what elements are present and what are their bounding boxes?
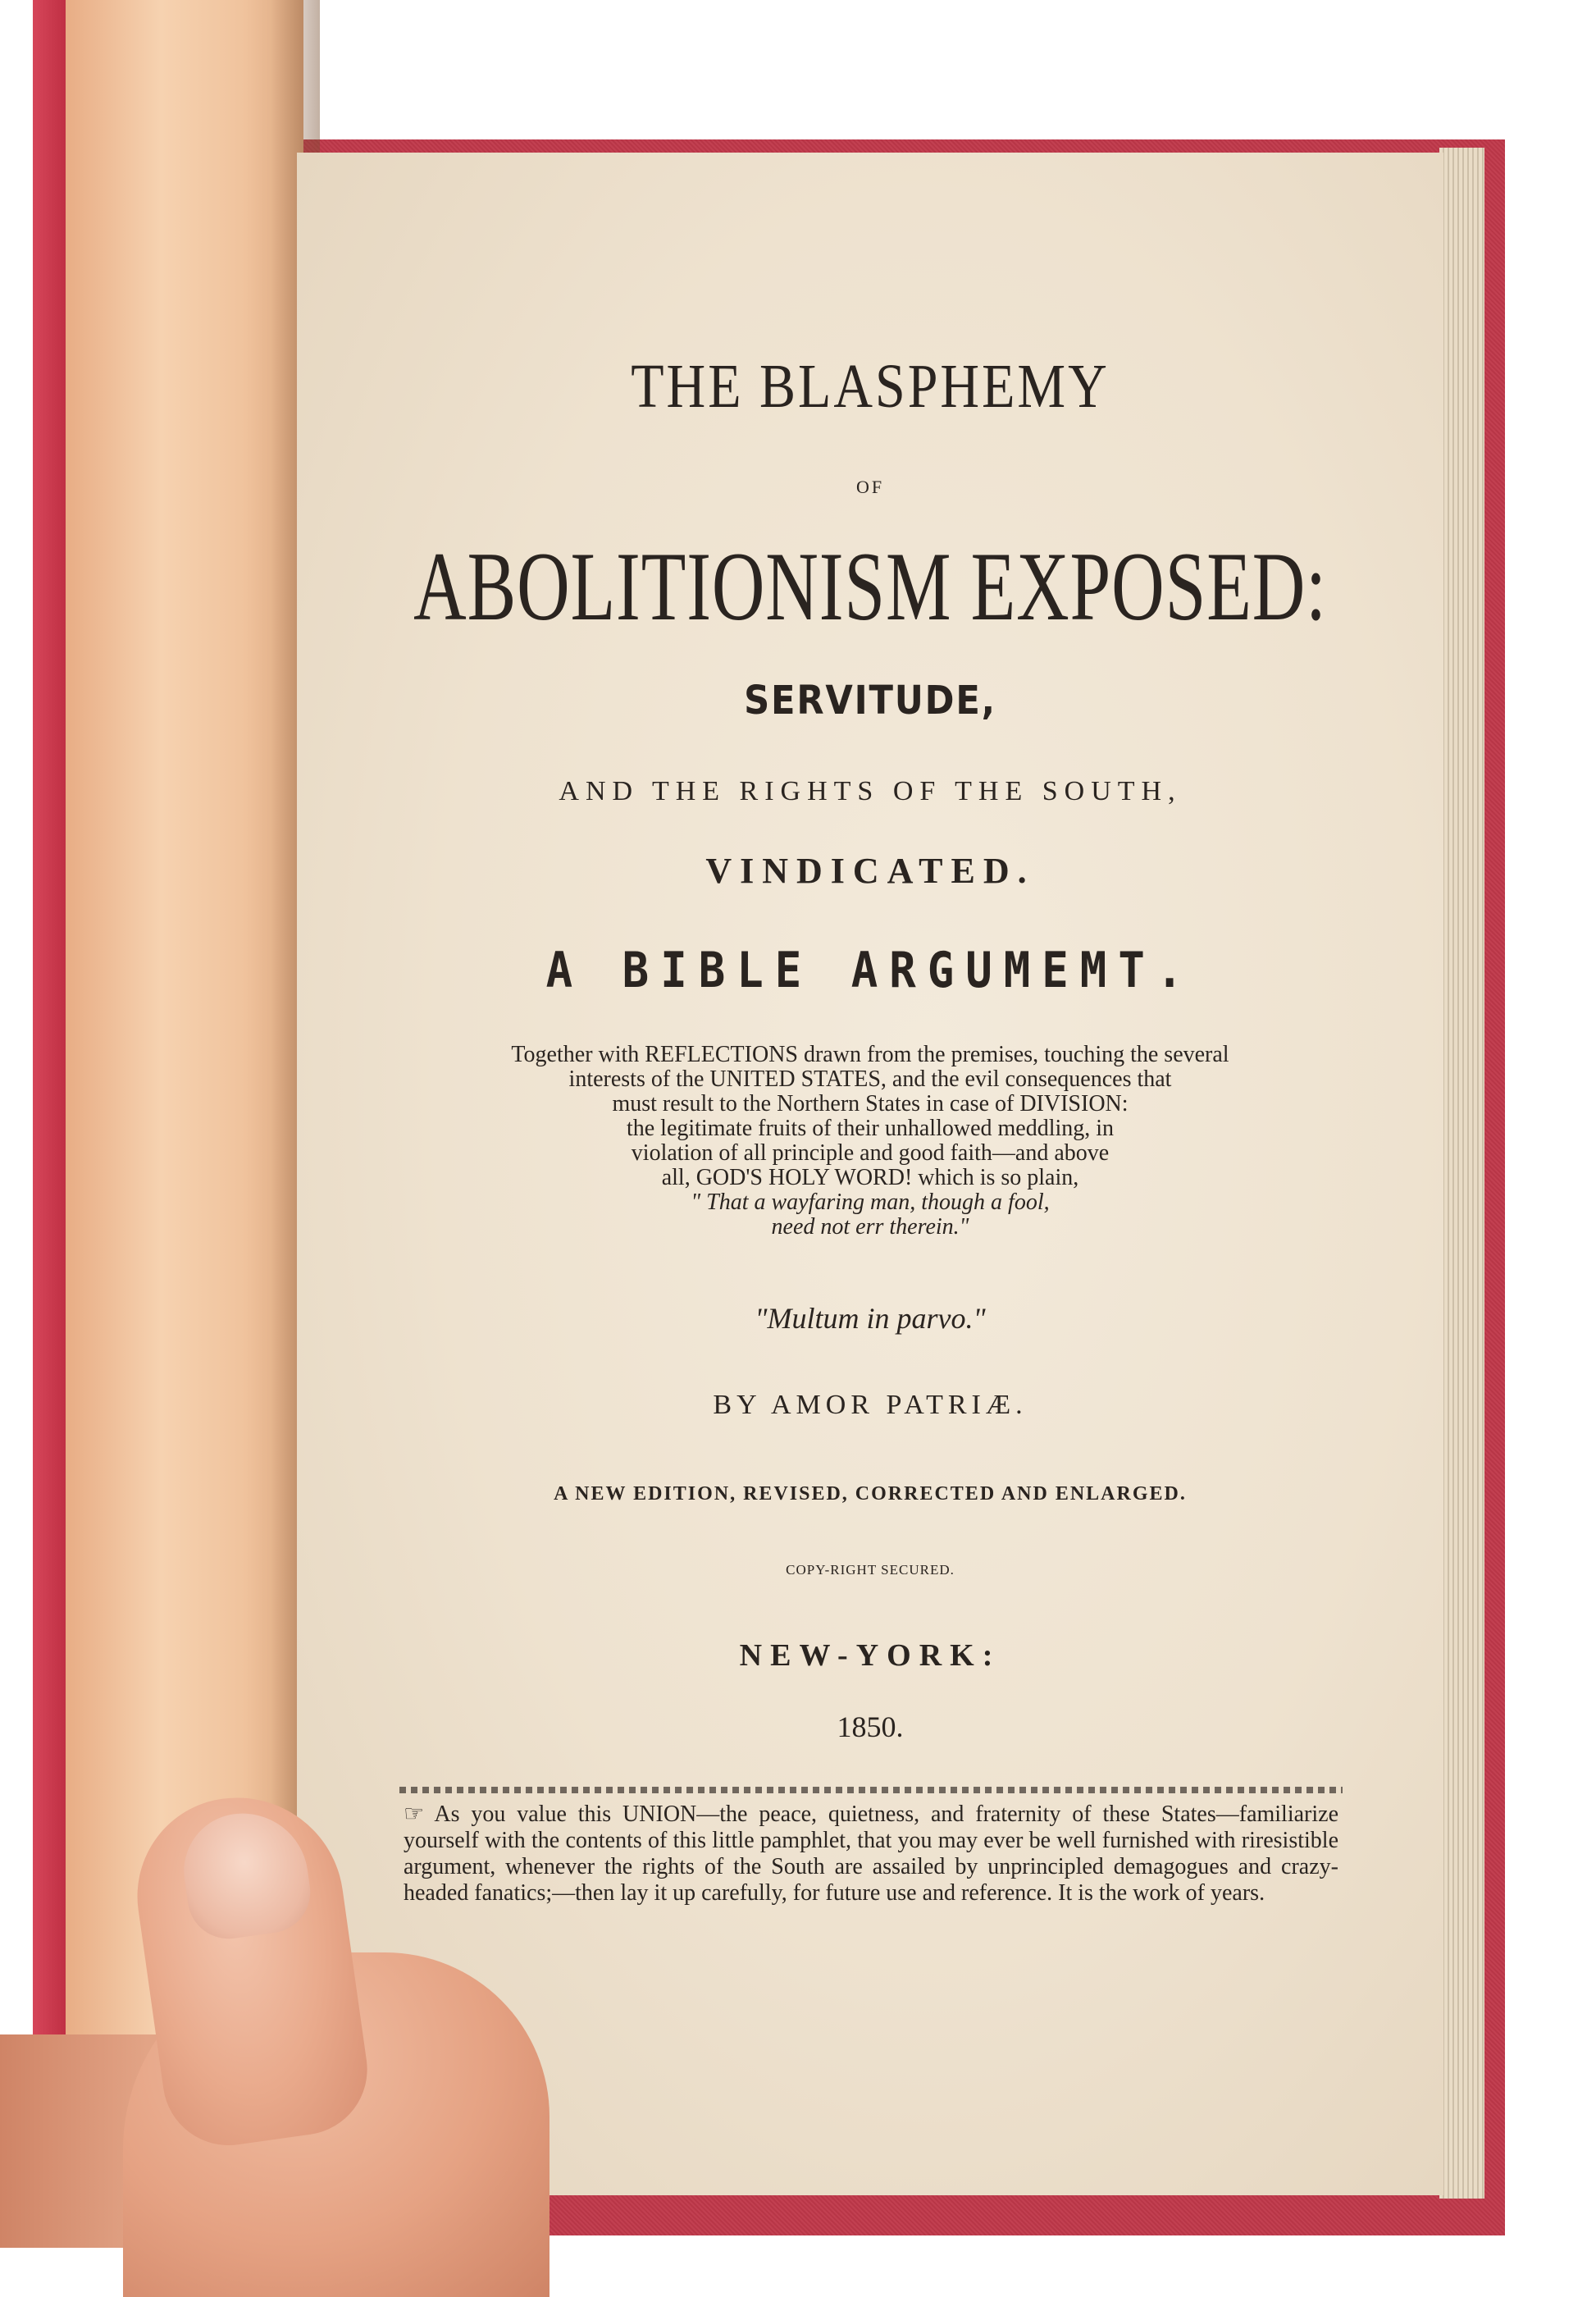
description-line: violation of all principle and good faith—and above <box>631 1140 1110 1166</box>
description-line: Together with REFLECTIONS drawn from the premises, touching the several <box>511 1042 1229 1067</box>
description-line: all, GOD'S HOLY WORD! which is so plain, <box>661 1165 1079 1190</box>
page-edges <box>1439 148 1484 2199</box>
author-byline: BY AMOR PATRIÆ. <box>713 1390 1028 1420</box>
copyright-notice: COPY-RIGHT SECURED. <box>786 1562 955 1578</box>
description-block <box>297 1043 1443 1240</box>
title-line-2: ABOLITIONISM EXPOSED: <box>413 532 1327 642</box>
title-line-1: THE BLASPHEMY <box>631 352 1110 422</box>
imprint-year: 1850. <box>837 1710 904 1743</box>
description-line: must result to the Northern States in case of DIVISION: <box>612 1091 1129 1117</box>
subtitle-bible-argument: A BIBLE ARGUMEMT. <box>545 941 1195 999</box>
decorative-rule <box>399 1787 1343 1793</box>
title-page <box>297 153 1443 2195</box>
subtitle-vindicated: VINDICATED. <box>705 851 1035 891</box>
imprint-city: NEW-YORK: <box>739 1638 1001 1673</box>
subtitle-rights: AND THE RIGHTS OF THE SOUTH, <box>559 776 1182 806</box>
description-line: " That a wayfaring man, though a fool, <box>691 1190 1050 1215</box>
motto: "Multum in parvo." <box>755 1302 986 1335</box>
description-line: need not err therein." <box>771 1214 969 1240</box>
description-line: interests of the UNITED STATES, and the evil consequences that <box>568 1066 1172 1092</box>
description-line: the legitimate fruits of their unhallowed meddling, in <box>626 1116 1115 1141</box>
subtitle-servitude: SERVITUDE, <box>744 678 996 724</box>
title-of: OF <box>855 477 885 497</box>
edition-statement: A NEW EDITION, REVISED, CORRECTED AND ENLARGED. <box>554 1483 1187 1505</box>
footer-notice: ☞ As you value this UNION—the peace, quietness, and fraternity of these States—familiarize yourself with the contents of this little pamphlet, that you may ever be well furnished with riresistible argument, whenever the rights of the South are assailed by unprincipled demagogues and crazy-headed fanatics;—then lay it up carefully, for future use and reference. It is the work of years. <box>404 1802 1338 1906</box>
